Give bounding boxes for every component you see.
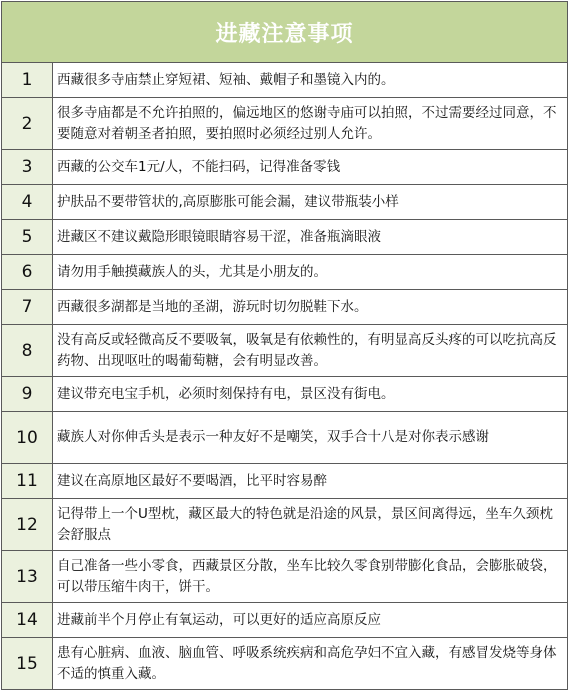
row-text: 藏族人对你伸舌头是表示一种友好不是嘲笑，双手合十八是对你表示感谢 [53,412,568,464]
row-text: 没有高反或轻微高反不要吸氧，吸氧是有依赖性的，有明显高反头疼的可以吃抗高反药物、出现呕吐的喝葡萄糖，会有明显改善。 [53,325,568,377]
row-text: 进藏区不建议戴隐形眼镜眼睛容易干涩，准备瓶滴眼液 [53,220,568,255]
travel-notes-table [1,1,568,690]
row-number: 14 [2,603,53,638]
row-text: 西藏很多寺庙禁止穿短裙、短袖、戴帽子和墨镜入内的。 [53,63,568,98]
table-row [2,464,568,499]
row-text: 西藏的公交车1元/人，不能扫码，记得准备零钱 [53,150,568,185]
table-row [2,150,568,185]
table-row [2,499,568,551]
row-number: 6 [2,255,53,290]
row-number: 10 [2,412,53,464]
row-number: 4 [2,185,53,220]
row-text: 建议在高原地区最好不要喝酒，比平时容易醉 [53,464,568,499]
row-number: 12 [2,499,53,551]
row-number: 7 [2,290,53,325]
table-row [2,185,568,220]
table-row [2,412,568,464]
row-number: 13 [2,551,53,603]
row-text: 患有心脏病、血液、脑血管、呼吸系统疾病和高危孕妇不宜入藏，有感冒发烧等身体不适的慎重入藏。 [53,638,568,690]
row-text: 记得带上一个U型枕，藏区最大的特色就是沿途的风景，景区间离得远，坐车久颈枕会舒服点 [53,499,568,551]
row-text: 建议带充电宝手机，必须时刻保持有电，景区没有街电。 [53,377,568,412]
title-row [2,2,568,63]
row-text: 西藏很多湖都是当地的圣湖，游玩时切勿脱鞋下水。 [53,290,568,325]
row-number: 11 [2,464,53,499]
row-text: 很多寺庙都是不允许拍照的，偏远地区的悠谢寺庙可以拍照，不过需要经过同意，不要随意对着朝圣者拍照，要拍照时必须经过别人允许。 [53,98,568,150]
table-row [2,603,568,638]
row-number: 9 [2,377,53,412]
row-number: 3 [2,150,53,185]
table-row [2,220,568,255]
row-number: 2 [2,98,53,150]
row-text: 进藏前半个月停止有氧运动，可以更好的适应高原反应 [53,603,568,638]
table-row [2,325,568,377]
row-number: 15 [2,638,53,690]
table-row [2,255,568,290]
table-row [2,551,568,603]
row-text: 请勿用手触摸藏族人的头，尤其是小朋友的。 [53,255,568,290]
table-title: 进藏注意事项 [2,2,568,63]
table-row [2,638,568,690]
row-text: 自己准备一些小零食，西藏景区分散，坐车比较久零食别带膨化食品，会膨胀破袋，可以带压缩牛肉干，饼干。 [53,551,568,603]
row-number: 5 [2,220,53,255]
row-number: 1 [2,63,53,98]
row-text: 护肤品不要带管状的,高原膨胀可能会漏，建议带瓶装小样 [53,185,568,220]
table-row [2,377,568,412]
row-number: 8 [2,325,53,377]
table-row [2,290,568,325]
table-row [2,63,568,98]
table-row [2,98,568,150]
